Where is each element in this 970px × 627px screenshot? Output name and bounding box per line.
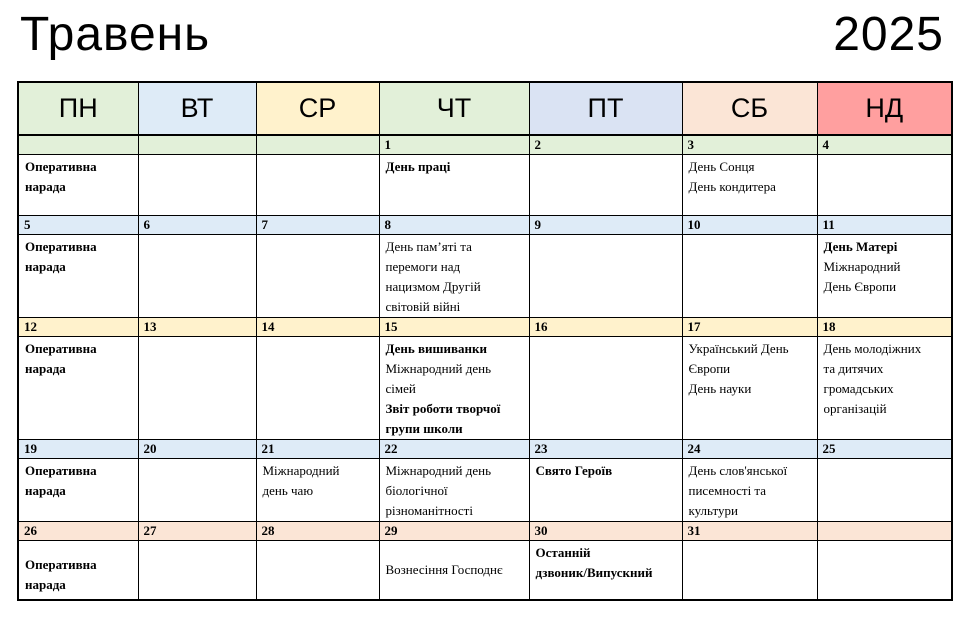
day-events-cell xyxy=(138,541,256,600)
day-events-cell xyxy=(256,235,379,318)
event-line: нарада xyxy=(25,259,66,274)
event-line: Оперативна xyxy=(25,463,97,478)
weekday-header-mon: ПН xyxy=(18,82,138,135)
week-2-events-row xyxy=(18,235,952,318)
day-events-cell xyxy=(138,459,256,522)
event-line: світовій війні xyxy=(385,299,461,314)
event-line: Міжнародний день xyxy=(385,361,492,376)
weekday-header-fri: ПТ xyxy=(529,82,682,135)
calendar-year-title: 2025 xyxy=(833,8,944,61)
day-events-cell xyxy=(682,235,817,318)
event-line: групи школи xyxy=(385,421,463,436)
event-line: День кондитера xyxy=(688,179,776,194)
event-line: нарада xyxy=(25,483,66,498)
day-events-cell xyxy=(256,541,379,600)
event-line: Європи xyxy=(688,361,731,376)
event-line: Свято Героїв xyxy=(535,463,613,478)
event-line: День Матері xyxy=(823,239,898,254)
event-line: День Сонця xyxy=(688,159,755,174)
date-number: 21 xyxy=(256,440,379,459)
day-events-cell xyxy=(379,155,529,216)
event-line: культури xyxy=(688,503,738,518)
event-line: Останній xyxy=(535,545,591,560)
date-number: 16 xyxy=(529,318,682,337)
day-events-cell xyxy=(817,337,952,440)
day-events-cell xyxy=(18,235,138,318)
day-events-cell xyxy=(529,235,682,318)
event-line: писемності та xyxy=(688,483,767,498)
day-events-cell xyxy=(529,155,682,216)
date-number: 15 xyxy=(379,318,529,337)
event-line: день чаю xyxy=(262,483,314,498)
date-number: 22 xyxy=(379,440,529,459)
day-events-cell xyxy=(682,155,817,216)
event-line: День науки xyxy=(688,381,752,396)
weekday-header-sun: НД xyxy=(817,82,952,135)
weekday-header-sat: СБ xyxy=(682,82,817,135)
day-events-cell xyxy=(18,459,138,522)
weekday-header-tue: ВТ xyxy=(138,82,256,135)
event-line: нарада xyxy=(25,179,66,194)
date-number: 18 xyxy=(817,318,952,337)
date-number: 13 xyxy=(138,318,256,337)
day-events-cell xyxy=(138,235,256,318)
calendar-table xyxy=(17,81,953,601)
date-number: 20 xyxy=(138,440,256,459)
event-line: День Європи xyxy=(823,279,897,294)
day-events-cell xyxy=(379,459,529,522)
date-number: 26 xyxy=(18,522,138,541)
day-events-cell xyxy=(379,337,529,440)
event-line: біологічної xyxy=(385,483,448,498)
event-line: Оперативна xyxy=(25,239,97,254)
day-events-cell xyxy=(18,541,138,600)
date-number: 1 xyxy=(379,135,529,155)
weekday-header-row xyxy=(18,82,952,135)
event-line: День слов'янської xyxy=(688,463,788,478)
day-events-cell xyxy=(138,155,256,216)
date-number xyxy=(18,135,138,155)
date-number: 2 xyxy=(529,135,682,155)
date-number: 29 xyxy=(379,522,529,541)
day-events-cell xyxy=(817,235,952,318)
event-line: Міжнародний xyxy=(262,463,340,478)
date-number xyxy=(256,135,379,155)
day-events-cell xyxy=(817,541,952,600)
event-line: сімей xyxy=(385,381,416,396)
event-line: Оперативна xyxy=(25,341,97,356)
date-number: 6 xyxy=(138,216,256,235)
day-events-cell xyxy=(682,337,817,440)
date-number: 19 xyxy=(18,440,138,459)
event-line: День вишиванки xyxy=(385,341,487,356)
event-line: Український День xyxy=(688,341,789,356)
event-line: Оперативна xyxy=(25,159,97,174)
day-events-cell xyxy=(529,459,682,522)
event-line: День молодіжних xyxy=(823,341,922,356)
day-events-cell xyxy=(379,235,529,318)
event-line: громадських xyxy=(823,381,894,396)
event-line: нарада xyxy=(25,361,66,376)
week-2-date-row xyxy=(18,216,952,235)
event-line: Вознесіння Господнє xyxy=(385,561,503,577)
day-events-cell xyxy=(529,541,682,600)
week-5-events-row xyxy=(18,541,952,600)
date-number: 4 xyxy=(817,135,952,155)
day-events-cell xyxy=(18,337,138,440)
date-number: 3 xyxy=(682,135,817,155)
event-line: нацизмом Другій xyxy=(385,279,481,294)
day-events-cell xyxy=(256,459,379,522)
week-5-date-row xyxy=(18,522,952,541)
date-number: 12 xyxy=(18,318,138,337)
week-3-date-row xyxy=(18,318,952,337)
event-line: День праці xyxy=(385,159,451,174)
day-events-cell xyxy=(256,155,379,216)
week-4-events-row xyxy=(18,459,952,522)
date-number: 17 xyxy=(682,318,817,337)
day-events-cell xyxy=(138,337,256,440)
event-line: День пам’яті та xyxy=(385,239,472,254)
event-line: Оперативна xyxy=(25,556,97,572)
date-number: 31 xyxy=(682,522,817,541)
day-events-cell xyxy=(817,459,952,522)
week-3-events-row xyxy=(18,337,952,440)
event-line: дзвоник/Випускний xyxy=(535,565,653,580)
date-number: 7 xyxy=(256,216,379,235)
calendar-month-title: Травень xyxy=(20,8,211,61)
date-number: 23 xyxy=(529,440,682,459)
day-events-cell xyxy=(817,155,952,216)
date-number: 5 xyxy=(18,216,138,235)
date-number: 27 xyxy=(138,522,256,541)
date-number: 24 xyxy=(682,440,817,459)
date-number: 11 xyxy=(817,216,952,235)
day-events-cell xyxy=(379,541,529,600)
day-events-cell xyxy=(682,541,817,600)
event-line: перемоги над xyxy=(385,259,461,274)
day-events-cell xyxy=(18,155,138,216)
event-line: різноманітності xyxy=(385,503,473,518)
weekday-header-wed: СР xyxy=(256,82,379,135)
event-line: нарада xyxy=(25,576,66,592)
week-4-date-row xyxy=(18,440,952,459)
event-line: Міжнародний день xyxy=(385,463,492,478)
date-number: 30 xyxy=(529,522,682,541)
date-number: 25 xyxy=(817,440,952,459)
day-events-cell xyxy=(529,337,682,440)
date-number xyxy=(817,522,952,541)
weekday-header-thu: ЧТ xyxy=(379,82,529,135)
date-number xyxy=(138,135,256,155)
event-line: та дитячих xyxy=(823,361,884,376)
week-1-date-row xyxy=(18,135,952,155)
date-number: 9 xyxy=(529,216,682,235)
date-number: 14 xyxy=(256,318,379,337)
event-line: Міжнародний xyxy=(823,259,901,274)
date-number: 28 xyxy=(256,522,379,541)
week-1-events-row xyxy=(18,155,952,216)
event-line: Звіт роботи творчої xyxy=(385,401,501,416)
event-line: організацій xyxy=(823,401,887,416)
day-events-cell xyxy=(682,459,817,522)
date-number: 8 xyxy=(379,216,529,235)
date-number: 10 xyxy=(682,216,817,235)
day-events-cell xyxy=(256,337,379,440)
